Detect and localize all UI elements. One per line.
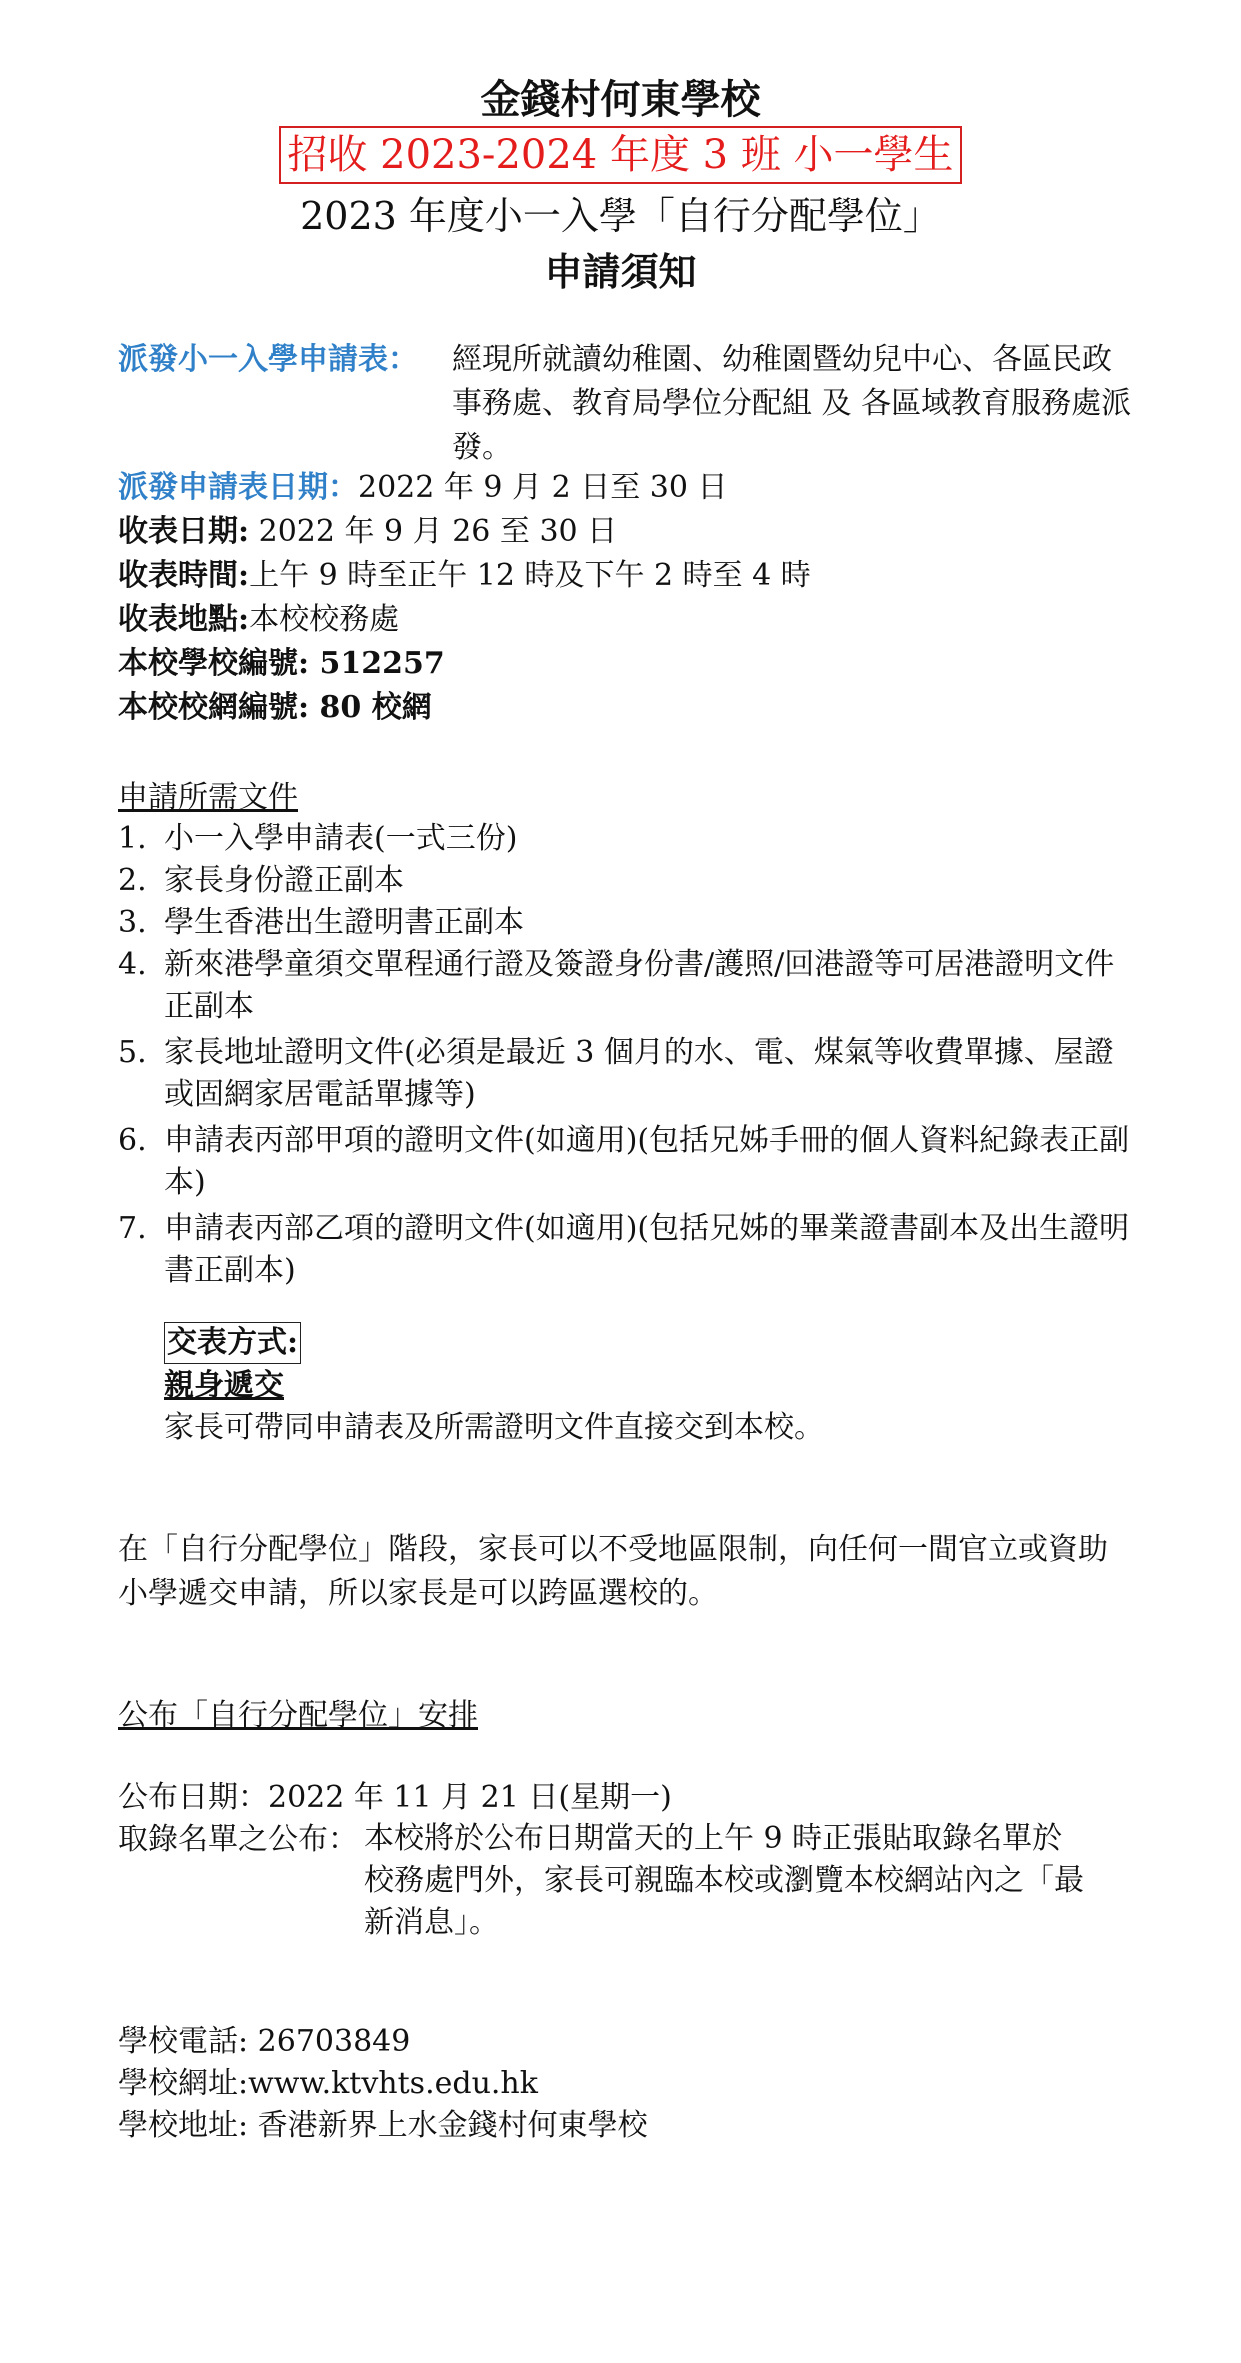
admission-list-label: 取錄名單之公布： xyxy=(118,1822,358,1857)
distribute-date-label: 派發申請表日期： xyxy=(118,470,358,505)
list-item: 4. 新來港學童須交單程通行證及簽證身份書/護照/回港證等可居港證明文件正副本 xyxy=(118,947,1115,1024)
announcement-heading: 公布「自行分配學位」安排 xyxy=(118,1698,478,1733)
subtitle: 2023 年度小一入學「自行分配學位」 xyxy=(300,194,941,238)
distribute-date-row xyxy=(118,466,727,510)
collect-date-label: 收表日期: xyxy=(118,514,250,549)
list-item: 2. 家長身份證正副本 xyxy=(118,863,404,898)
collect-place-value: 本校校務處 xyxy=(249,602,400,637)
collect-place-label: 收表地點: xyxy=(118,602,250,637)
distribute-label: 派發小一入學申請表： xyxy=(118,342,418,377)
collect-time-value: 上午 9 時至正午 12 時及下午 2 時至 4 時 xyxy=(249,558,811,593)
submission-method: 親身遞交 xyxy=(164,1368,284,1403)
school-net-number: 本校校網編號: 80 校網 xyxy=(118,690,432,725)
notice-title: 申請須知 xyxy=(544,249,697,294)
documents-heading: 申請所需文件 xyxy=(118,780,298,815)
distribute-text: 經現所就讀幼稚園、幼稚園暨幼兒中心、各區民政事務處、教育局學位分配組 及 各區域教育服務處派發。 xyxy=(452,342,1132,465)
submission-text: 家長可帶同申請表及所需證明文件直接交到本校。 xyxy=(164,1410,824,1445)
self-allocation-paragraph: 在「自行分配學位」階段，家長可以不受地區限制，向任何一間官立或資助小學遞交申請，所以家長是可以跨區選校的。 xyxy=(118,1532,1108,1611)
collect-time-label: 收表時間: xyxy=(118,558,250,593)
collect-time-row xyxy=(118,554,811,598)
school-website: 學校網址:www.ktvhts.edu.hk xyxy=(118,2066,538,2101)
admission-list-text: 本校將於公布日期當天的上午 9 時正張貼取錄名單於校務處門外，家長可親臨本校或瀏覽本校網站內之「最新消息」。 xyxy=(364,1821,1084,1940)
school-number: 本校學校編號: 512257 xyxy=(118,646,445,681)
list-item: 6. 申請表丙部甲項的證明文件(如適用)(包括兄姊手冊的個人資料紀錄表正副本) xyxy=(118,1123,1130,1200)
list-item: 5. 家長地址證明文件(必須是最近 3 個月的水、電、煤氣等收費單據、屋證或固網家居電話單據等) xyxy=(118,1035,1114,1112)
school-name-title: 金錢村何東學校 xyxy=(480,76,761,123)
recruit-banner: 招收 2023-2024 年度 3 班 小一學生 xyxy=(279,126,961,184)
collect-place-row xyxy=(118,598,399,642)
distribute-date-value: 2022 年 9 月 2 日至 30 日 xyxy=(358,470,728,505)
announcement-date: 公布日期：2022 年 11 月 21 日(星期一) xyxy=(118,1780,672,1815)
collect-date-value: 2022 年 9 月 26 至 30 日 xyxy=(249,514,618,549)
list-item: 7. 申請表丙部乙項的證明文件(如適用)(包括兄姊的畢業證書副本及出生證明書正副本) xyxy=(118,1211,1130,1288)
school-address: 學校地址: 香港新界上水金錢村何東學校 xyxy=(118,2108,648,2143)
collect-date-row xyxy=(118,510,617,554)
submission-label: 交表方式: xyxy=(164,1322,301,1364)
list-item: 3. 學生香港出生證明書正副本 xyxy=(118,905,524,940)
recruit-banner-wrap xyxy=(0,126,1241,193)
list-item: 1. 小一入學申請表(一式三份) xyxy=(118,821,518,856)
school-phone: 學校電話: 26703849 xyxy=(118,2024,411,2059)
documents-list xyxy=(118,818,1138,1292)
